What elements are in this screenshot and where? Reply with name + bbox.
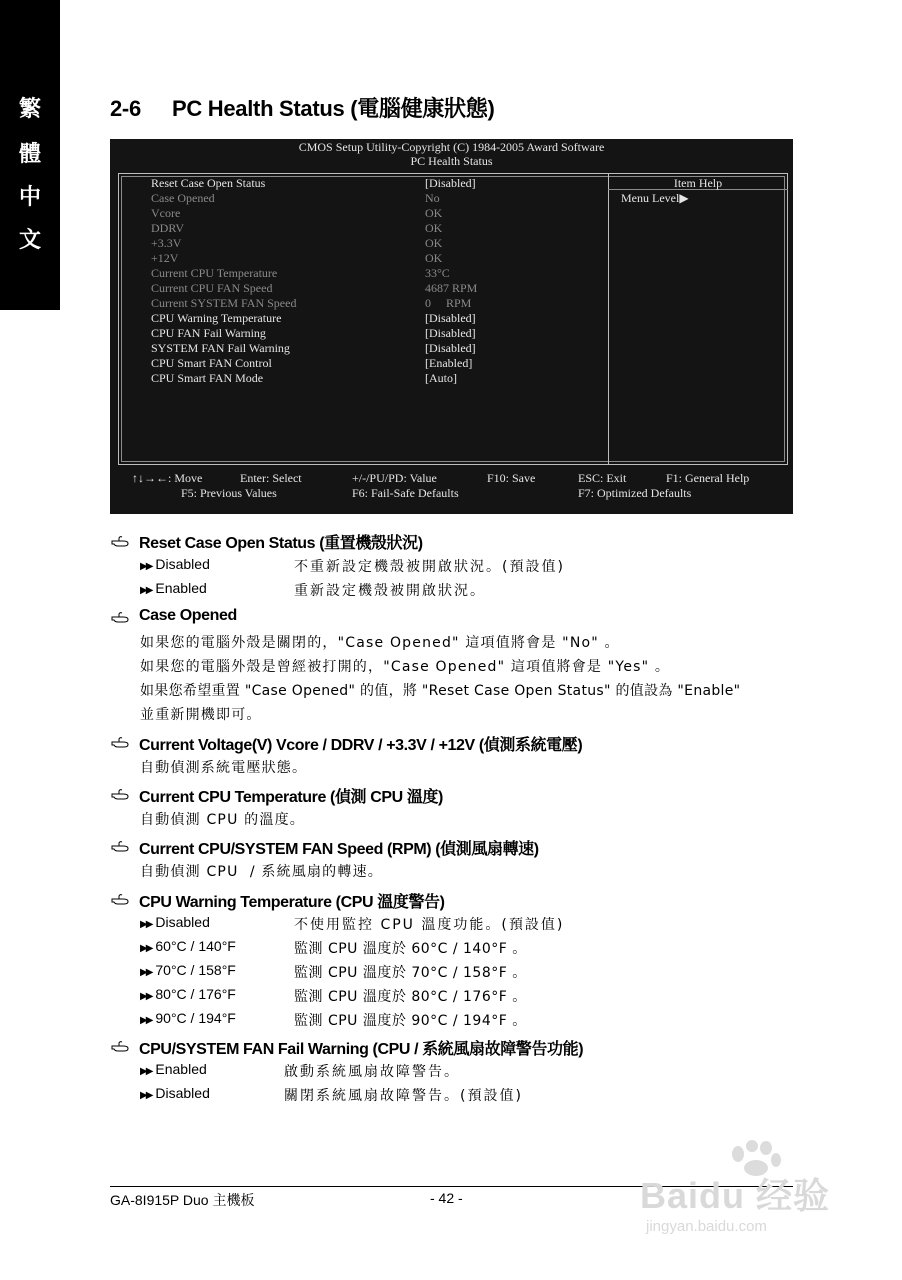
setting-value: OK	[425, 251, 443, 265]
bios-key-move: ↑↓→←: Move	[132, 471, 203, 485]
side-tab-char: 繁	[18, 96, 41, 122]
setting-label: DDRV	[151, 221, 185, 235]
option-name: Disabled	[155, 1085, 210, 1101]
option-description: 不重新設定機殼被開啟狀況。(預設值)	[294, 559, 565, 575]
heading-case-opened: Case Opened	[139, 607, 237, 624]
setting-value: 33°C	[425, 266, 450, 280]
option-name: Disabled	[155, 914, 210, 930]
option-name: 80°C / 176°F	[155, 986, 236, 1002]
paragraph-line: 如果您的電腦外殼是曾經被打開的，"Case Opened" 這項值將會是 "Yes" 。	[140, 659, 671, 675]
option-description: 啟動系統風扇故障警告。	[284, 1064, 460, 1080]
paragraph-line: 如果您希望重置 "Case Opened" 的值，將 "Reset Case Open Status" 的值設為 "Enable"	[140, 683, 741, 699]
heading-reset-case-open-status: Reset Case Open Status (重置機殼狀況)	[139, 535, 423, 552]
option-item: ▶▶ Enabled	[140, 580, 207, 596]
pointing-hand-icon	[111, 736, 131, 750]
option-item: ▶▶ 80°C / 176°F	[140, 986, 236, 1002]
option-name: 70°C / 158°F	[155, 962, 236, 978]
setting-label: +12V	[151, 251, 179, 265]
option-description: 不使用監控 CPU 溫度功能。(預設值)	[294, 917, 565, 933]
bios-setting-row[interactable]	[151, 341, 591, 356]
option-name: Disabled	[155, 556, 210, 572]
page-number: - 42 -	[430, 1190, 463, 1206]
bios-item-help-title: Item Help	[673, 176, 723, 190]
setting-label: Case Opened	[151, 191, 215, 205]
setting-label: CPU FAN Fail Warning	[151, 326, 266, 340]
bios-help-divider	[608, 173, 609, 465]
setting-label: Current CPU FAN Speed	[151, 281, 273, 295]
pointing-hand-icon	[111, 788, 131, 802]
bios-key-f7: F7: Optimized Defaults	[578, 486, 692, 500]
side-tab-char: 中	[18, 184, 41, 210]
bios-key-value: +/-/PU/PD: Value	[352, 471, 437, 485]
option-item: ▶▶ Disabled	[140, 556, 210, 572]
option-name: 90°C / 194°F	[155, 1010, 236, 1026]
pointing-hand-icon	[111, 611, 131, 625]
option-description: 監測 CPU 溫度於 70°C / 158°F 。	[294, 965, 527, 981]
bios-setting-row[interactable]	[151, 176, 591, 191]
bios-screen	[110, 139, 793, 514]
bios-key-esc: ESC: Exit	[578, 471, 627, 485]
language-side-tab	[0, 0, 60, 310]
setting-value[interactable]: [Disabled]	[425, 326, 476, 340]
option-description: 重新設定機殼被開啟狀況。	[294, 583, 486, 599]
footer-model: GA-8I915P Duo 主機板	[110, 1192, 255, 1208]
option-description: 關閉系統風扇故障警告。(預設值)	[284, 1088, 523, 1104]
setting-label: CPU Warning Temperature	[151, 311, 282, 325]
bios-readout-row	[151, 281, 591, 296]
setting-label: CPU Smart FAN Mode	[151, 371, 264, 385]
pointing-hand-icon	[111, 840, 131, 854]
side-tab-char: 文	[18, 227, 41, 253]
option-item: ▶▶ Disabled	[140, 914, 210, 930]
side-tab-char: 體	[18, 141, 41, 167]
setting-value[interactable]: [Disabled]	[425, 341, 476, 355]
setting-label: Vcore	[151, 206, 181, 220]
option-description: 監測 CPU 溫度於 60°C / 140°F 。	[294, 941, 527, 957]
setting-value: OK	[425, 236, 443, 250]
option-name: 60°C / 140°F	[155, 938, 236, 954]
option-item: ▶▶ Disabled	[140, 1085, 210, 1101]
heading-cpu-warning-temperature: CPU Warning Temperature (CPU 溫度警告)	[139, 894, 445, 911]
option-item: ▶▶ 70°C / 158°F	[140, 962, 236, 978]
watermark	[640, 1140, 860, 1240]
setting-value: 0 RPM	[425, 296, 472, 310]
watermark-brand: Baidu 经验	[640, 1175, 831, 1216]
bios-readout-row	[151, 221, 591, 236]
bios-copyright: CMOS Setup Utility-Copyright (C) 1984-2005 Award Software	[298, 140, 605, 154]
bios-readout-row	[151, 206, 591, 221]
bios-setting-row[interactable]	[151, 356, 591, 371]
setting-value[interactable]: [Disabled]	[425, 176, 476, 190]
setting-value: OK	[425, 221, 443, 235]
paragraph-line: 如果您的電腦外殼是關閉的，"Case Opened" 這項值將會是 "No" 。	[140, 635, 620, 651]
bios-setting-row[interactable]	[151, 326, 591, 341]
bios-readout-row	[151, 236, 591, 251]
setting-label: CPU Smart FAN Control	[151, 356, 272, 370]
section-number: 2-6	[110, 96, 141, 121]
option-item: ▶▶ Enabled	[140, 1061, 207, 1077]
pointing-hand-icon	[111, 535, 131, 549]
option-item: ▶▶ 60°C / 140°F	[140, 938, 236, 954]
setting-value: 4687 RPM	[425, 281, 478, 295]
pointing-hand-icon	[111, 1040, 131, 1054]
pointing-hand-icon	[111, 893, 131, 907]
bios-readout-row	[151, 296, 591, 311]
section-title-text: PC Health Status (電腦健康狀態)	[172, 96, 495, 121]
paragraph-line: 自動偵測 CPU / 系統風扇的轉速。	[140, 864, 383, 880]
setting-label: Reset Case Open Status	[151, 176, 266, 190]
setting-value: OK	[425, 206, 443, 220]
setting-label: Current CPU Temperature	[151, 266, 278, 280]
bios-key-f10: F10: Save	[487, 471, 536, 485]
option-description: 監測 CPU 溫度於 80°C / 176°F 。	[294, 989, 527, 1005]
bios-setting-row[interactable]	[151, 311, 591, 326]
bios-key-f1: F1: General Help	[666, 471, 750, 485]
setting-label: SYSTEM FAN Fail Warning	[151, 341, 290, 355]
heading-current-fan-speed: Current CPU/SYSTEM FAN Speed (RPM) (偵測風扇轉速)	[139, 841, 539, 858]
bios-setting-row[interactable]	[151, 371, 591, 386]
paragraph-line: 自動偵測系統電壓狀態。	[140, 760, 308, 776]
bios-readout-row	[151, 251, 591, 266]
option-name: Enabled	[155, 1061, 207, 1077]
watermark-url: jingyan.baidu.com	[646, 1218, 767, 1235]
option-item: ▶▶ 90°C / 194°F	[140, 1010, 236, 1026]
heading-current-voltage: Current Voltage(V) Vcore / DDRV / +3.3V / +12V (偵測系統電壓)	[139, 737, 583, 754]
paragraph-line: 自動偵測 CPU 的溫度。	[140, 812, 305, 828]
setting-label: Current SYSTEM FAN Speed	[151, 296, 297, 310]
section-title	[110, 92, 495, 123]
bios-readout-row	[151, 266, 591, 281]
setting-value[interactable]: [Enabled]	[425, 356, 473, 370]
heading-current-cpu-temperature: Current CPU Temperature (偵測 CPU 溫度)	[139, 789, 443, 806]
setting-value: No	[425, 191, 440, 205]
setting-value[interactable]: [Auto]	[425, 371, 457, 385]
setting-value[interactable]: [Disabled]	[425, 311, 476, 325]
setting-label: +3.3V	[151, 236, 182, 250]
option-description: 監測 CPU 溫度於 90°C / 194°F 。	[294, 1013, 527, 1029]
paragraph-line: 並重新開機即可。	[140, 707, 262, 723]
bios-key-f5: F5: Previous Values	[181, 486, 277, 500]
option-name: Enabled	[155, 580, 207, 596]
bios-key-f6: F6: Fail-Safe Defaults	[352, 486, 459, 500]
bios-menu-level: Menu Level▶	[621, 191, 689, 205]
bios-key-enter: Enter: Select	[240, 471, 302, 485]
bios-readout-row	[151, 191, 591, 206]
bios-page-title: PC Health Status	[410, 154, 493, 168]
heading-fan-fail-warning: CPU/SYSTEM FAN Fail Warning (CPU / 系統風扇故障警告功能)	[139, 1041, 584, 1058]
